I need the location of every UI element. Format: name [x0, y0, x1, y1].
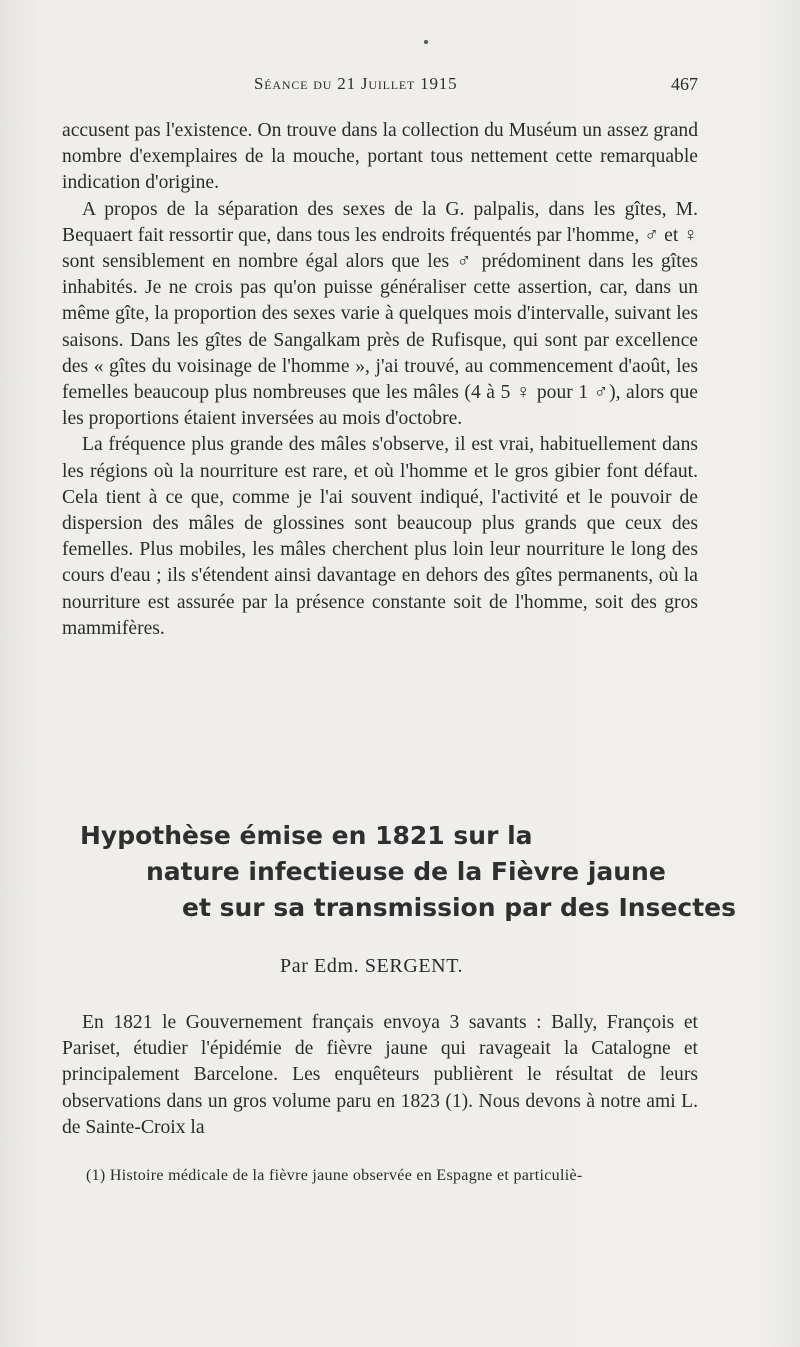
article-title-line-1: Hypothèse émise en 1821 sur la: [80, 821, 533, 850]
paragraph-3: La fréquence plus grande des mâles s'observe, il est vrai, habituellement dans les régions où la nourriture est rare, et où l'homme et le gros gibier font défaut. Cela tient à ce que, comme je l'ai souvent indiqué, l'activité et le pouvoir de dispersion des mâles de glossines sont beaucoup plus grands que ceux des femelles. Plus mobiles, les mâles cherchent plus loin leur nourriture le long des cours d'eau ; ils s'étendent ainsi davantage en dehors des gîtes permanents, où la nourriture est assurée par la présence constante soit de l'homme, soit des gros mammifères.: [62, 434, 698, 639]
running-header: [62, 74, 698, 100]
running-title: Séance du 21 Juillet 1915: [254, 74, 458, 93]
paragraph-2: A propos de la séparation des sexes de la G. palpalis, dans les gîtes, M. Bequaert fait ressortir que, dans tous les endroits fréquentés par l'homme, ♂ et ♀ sont sensiblement en nombre égal alors que les ♂ prédominent dans les gîtes inhabités. Je ne crois pas qu'on puisse généraliser cette assertion, car, dans un même gîte, la proportion des sexes varie à quelques mois d'intervalle, suivant les saisons. Dans les gîtes de Sangalkam près de Rufisque, qui sont par excellence des « gîtes du voisinage de l'homme », j'ai trouvé, au commencement d'août, les femelles beaucoup plus nombreuses que les mâles (4 à 5 ♀ pour 1 ♂), alors que les proportions étaient inversées au mois d'octobre.: [62, 198, 698, 430]
page-number: 467: [671, 74, 698, 94]
article-text-block: [62, 1010, 698, 1141]
article-paragraph: En 1821 le Gouvernement français envoya 3 savants : Bally, François et Pariset, étudier l'épidémie de fièvre jaune qui ravageait la Catalogne et principalement Barcelone. Les enquêteurs publièrent le résultat de leurs observations dans un gros volume paru en 1823 (1). Nous devons à notre ami L. de Sainte-Croix la: [62, 1012, 698, 1138]
article-title: [62, 818, 742, 926]
article-title-line-2: nature infectieuse de la Fièvre jaune: [146, 857, 666, 886]
scan-speck-mark: [424, 40, 428, 44]
author-byline: Par Edm. SERGENT.: [280, 955, 464, 977]
footnote: (1) Histoire médicale de la fièvre jaune observée en Espagne et particuliè-: [86, 1167, 583, 1184]
continued-text-block: [62, 118, 698, 642]
paragraph-1: accusent pas l'existence. On trouve dans la collection du Muséum un assez grand nombre d'exemplaires de la mouche, portant tous nettement cette remarquable indication d'origine.: [62, 120, 698, 194]
article-title-line-3: et sur sa transmission par des Insectes: [182, 893, 737, 922]
